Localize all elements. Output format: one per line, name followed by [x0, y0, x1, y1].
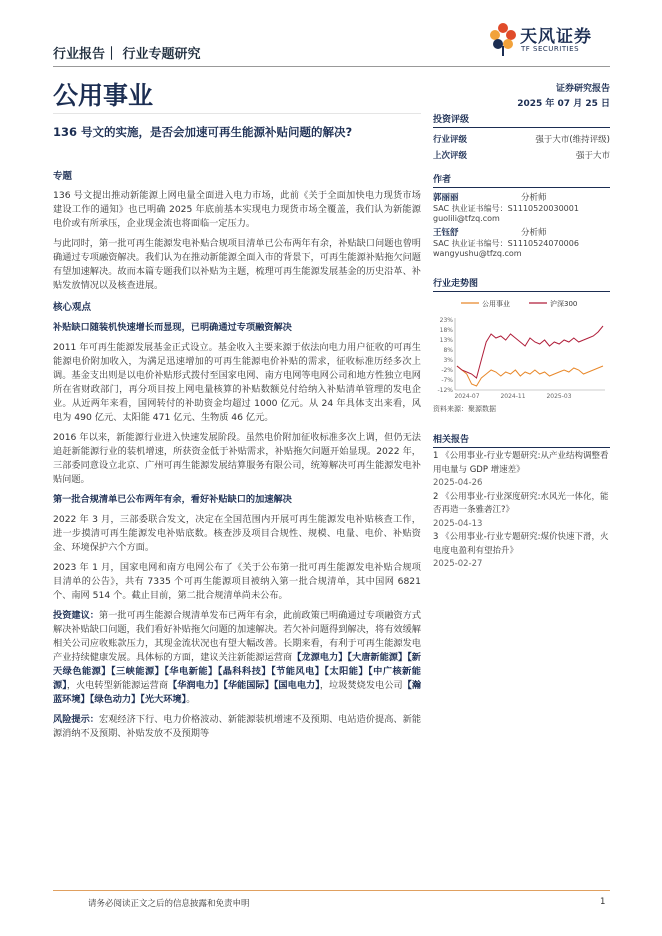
sub-heading-2: 第一批合规清单已公布两年有余，看好补贴缺口的加速解决 — [53, 494, 292, 505]
logo-flower-icon — [488, 20, 518, 58]
risk-warning — [53, 713, 421, 741]
invest-mid: ，火电转型新能源运营商 — [66, 680, 169, 691]
risk-label: 风险提示： — [53, 714, 100, 725]
author-email[interactable]: guolili@tfzq.com — [433, 214, 500, 223]
legend-label: 沪深300 — [550, 300, 578, 308]
chart-section — [433, 276, 610, 414]
core-paragraph-4: 2023 年 1 月，国家电网和南方电网公布了《关于公布第一批可再生能源发电补贴合规项目清单的公告》，共有 7335 个可再生能源项目被纳入第一批合规清单，其中国网 6821 个、南网 514 个。截止目前，第二批合规清单尚未公布。 — [53, 562, 421, 601]
invest-stocks-1: 【龙源电力】【大唐新能源】【新天绿色能源】【三峡能源】【华电新能】【晶科科技】【节能风电】【太阳能】【中广核新能源】 — [53, 652, 421, 691]
main-body — [53, 170, 421, 741]
prev-rating-value: 强于大市 — [575, 151, 610, 161]
invest-label: 投资建议： — [53, 610, 100, 621]
company-logo — [488, 20, 613, 60]
rating-rule — [433, 127, 610, 128]
chart-heading: 行业走势图 — [433, 279, 479, 289]
sub-heading-1: 补贴缺口随装机快速增长而显现，已明确通过专项融资解决 — [53, 322, 292, 333]
related-item[interactable] — [433, 491, 610, 532]
rating-heading: 投资评级 — [433, 115, 470, 125]
y-tick-label: -7% — [441, 377, 453, 384]
x-tick-label: 2025-03 — [546, 393, 572, 400]
y-tick-label: 8% — [443, 347, 453, 354]
invest-text: 第一批可再生能源合规清单发布已两年有余，此前政策已明确通过专项融资方式解决补贴缺口问题，我们看好补贴拖欠问题的加速解决。若欠补问题得到解决，将有效缓解相关公司应收账款压力，其现金流状况也有望大幅改善。长期来看，有利于可再生能源发电产业持续健康发展。具体标的方面，建议关注新能源运营商 — [53, 610, 422, 663]
rating-section — [433, 112, 610, 161]
y-tick-label: -12% — [437, 387, 453, 394]
related-title[interactable]: 1 《公用事业-行业专题研究:从产业结构调整看用电量与 GDP 增速差》 — [433, 451, 609, 475]
report-date: 2025 年 07 月 25 日 — [517, 99, 610, 109]
footer-disclaimer: 请务必阅读正文之后的信息披露和免责申明 — [88, 899, 250, 909]
investment-advice — [53, 609, 421, 707]
related-title[interactable]: 3 《公用事业-行业专题研究:煤价快速下滑，火电度电盈利有望抬升》 — [433, 532, 609, 556]
y-tick-label: 3% — [443, 357, 453, 364]
author-entry — [433, 226, 610, 258]
page-number: 1 — [600, 897, 606, 907]
author-role: 分析师 — [521, 193, 547, 203]
report-type: 行业报告｜ 行业专题研究 — [53, 47, 201, 62]
related-date: 2025-04-26 — [433, 478, 483, 488]
logo-text-cn: 天风证券 — [520, 27, 592, 47]
x-tick-label: 2024-11 — [500, 393, 526, 400]
core-paragraph-1: 2011 年可再生能源发展基金正式设立。基金收入主要来源于依法向电力用户征收的可再生能源电价附加收入，为满足迅速增加的可再生能源电价补贴的需求，征收标准历经多次上调。基金支出则是以电价补贴形式拨付至国家电网、南方电网等电网公司和地方性独立电网所在省财政部门，再分项目按上网电量核算的补贴数额兑付给纳入补贴清单管理的发电企业。从近两年来看，国网转付的补助资金均超过 1000 亿元。从 24 年具体支出来看，风电为 490 亿元、太阳能 471 亿元、生物质 46 亿元。 — [53, 342, 421, 423]
chart-rule — [433, 291, 610, 292]
invest-stocks-2: 【华润电力】【华能国际】【国电电力】 — [168, 680, 320, 691]
related-section — [433, 432, 610, 572]
author-email[interactable]: wangyushu@tfzq.com — [433, 249, 522, 258]
chart-source: 资料来源：聚源数据 — [433, 405, 496, 413]
prev-rating-label: 上次评级 — [433, 151, 468, 161]
related-rule — [433, 447, 610, 448]
core-paragraph-2: 2016 年以来，新能源行业进入快速发展阶段。虽然电价附加征收标准多次上调，但仍无法追赶新能源行业的装机增速，所获资金低于补贴需求，补贴拖欠问题开始显现。2022 年，三部委同意设立北京、广州可再生能源发展结算服务有限公司，统筹解决可再生能源发电补贴问题。 — [53, 432, 421, 485]
author-cert: SAC 执业证书编号：S1110520030001 — [433, 204, 579, 213]
topic-paragraph-2: 与此同时，第一批可再生能源发电补贴合规项目清单已公布两年有余，补贴缺口问题也曾明确通过专项融资解决。我们认为在推动新能源全面入市的背景下，可再生能源补贴拖欠问题有望加速解决。故而本篇专题我们以补贴为主题，梳理可再生能源发展基金的历史沿革、补贴发放情况以及核查进展。 — [53, 238, 421, 291]
author-cert: SAC 执业证书编号：S1110524070006 — [433, 239, 579, 248]
series-line — [457, 326, 603, 378]
logo-text-en: TF SECURITIES — [521, 45, 580, 53]
invest-mid-2: ，垃圾焚烧发电公司 — [319, 680, 403, 691]
topic-heading: 专题 — [53, 171, 73, 182]
author-name: 郭丽丽 — [433, 193, 459, 203]
industry-rating-label: 行业评级 — [433, 135, 468, 145]
industry-rating-value: 强于大市(维持评级) — [535, 135, 610, 145]
related-item[interactable] — [433, 531, 610, 572]
topic-paragraph-1: 136 号文提出推动新能源上网电量全面进入电力市场，此前《关于全面加快电力现货市场建设工作的通知》也已明确 2025 年底前基本实现电力现货市场全覆盖，我们认为新能源电价或有所承压，企业现金流也将面临一定压力。 — [53, 190, 421, 229]
y-tick-label: -2% — [441, 367, 453, 374]
industry-name: 公用事业 — [53, 81, 154, 110]
invest-stocks-3: 【瀚蓝环境】【绿色动力】【光大环境】 — [53, 680, 422, 705]
authors-heading: 作者 — [433, 175, 452, 185]
title-rule — [53, 113, 421, 114]
y-tick-label: 13% — [439, 337, 453, 344]
authors-rule — [433, 187, 610, 188]
core-heading: 核心观点 — [53, 302, 92, 313]
related-date: 2025-02-27 — [433, 559, 483, 569]
legend-label: 公用事业 — [482, 300, 510, 308]
related-item[interactable] — [433, 450, 610, 491]
invest-end: 。 — [186, 694, 196, 705]
author-entry — [433, 191, 610, 223]
core-paragraph-3: 2022 年 3 月，三部委联合发文，决定在全国范围内开展可再生能源发电补贴核查工作，进一步摸清可再生能源发电补贴底数。核查涉及项目合规性、规模、电量、电价、补贴资金、环境保护六个方面。 — [53, 514, 421, 553]
y-tick-label: 18% — [439, 327, 453, 334]
authors-section — [433, 172, 610, 258]
x-tick-label: 2024-07 — [454, 393, 480, 400]
footer-divider — [53, 890, 610, 891]
related-heading: 相关报告 — [433, 435, 470, 445]
author-role: 分析师 — [521, 228, 547, 238]
y-tick-label: 23% — [439, 317, 453, 324]
related-date: 2025-04-13 — [433, 518, 483, 529]
header-divider — [53, 66, 610, 67]
author-name: 王钰舒 — [433, 228, 459, 238]
report-kind: 证券研究报告 — [555, 84, 610, 94]
industry-rating-row — [433, 133, 610, 145]
report-title: 136 号文的实施，是否会加速可再生能源补贴问题的解决? — [53, 125, 353, 139]
prev-rating-row — [433, 149, 610, 161]
trend-chart — [433, 294, 610, 404]
related-title[interactable]: 2 《公用事业-行业深度研究:水风光一体化，能否再造一条雅砻江?》 — [433, 491, 609, 515]
risk-text: 宏观经济下行、电力价格波动、新能源装机增速不及预期、电站造价提高、新能源消纳不及预期、补贴发放不及预期等 — [53, 714, 422, 739]
